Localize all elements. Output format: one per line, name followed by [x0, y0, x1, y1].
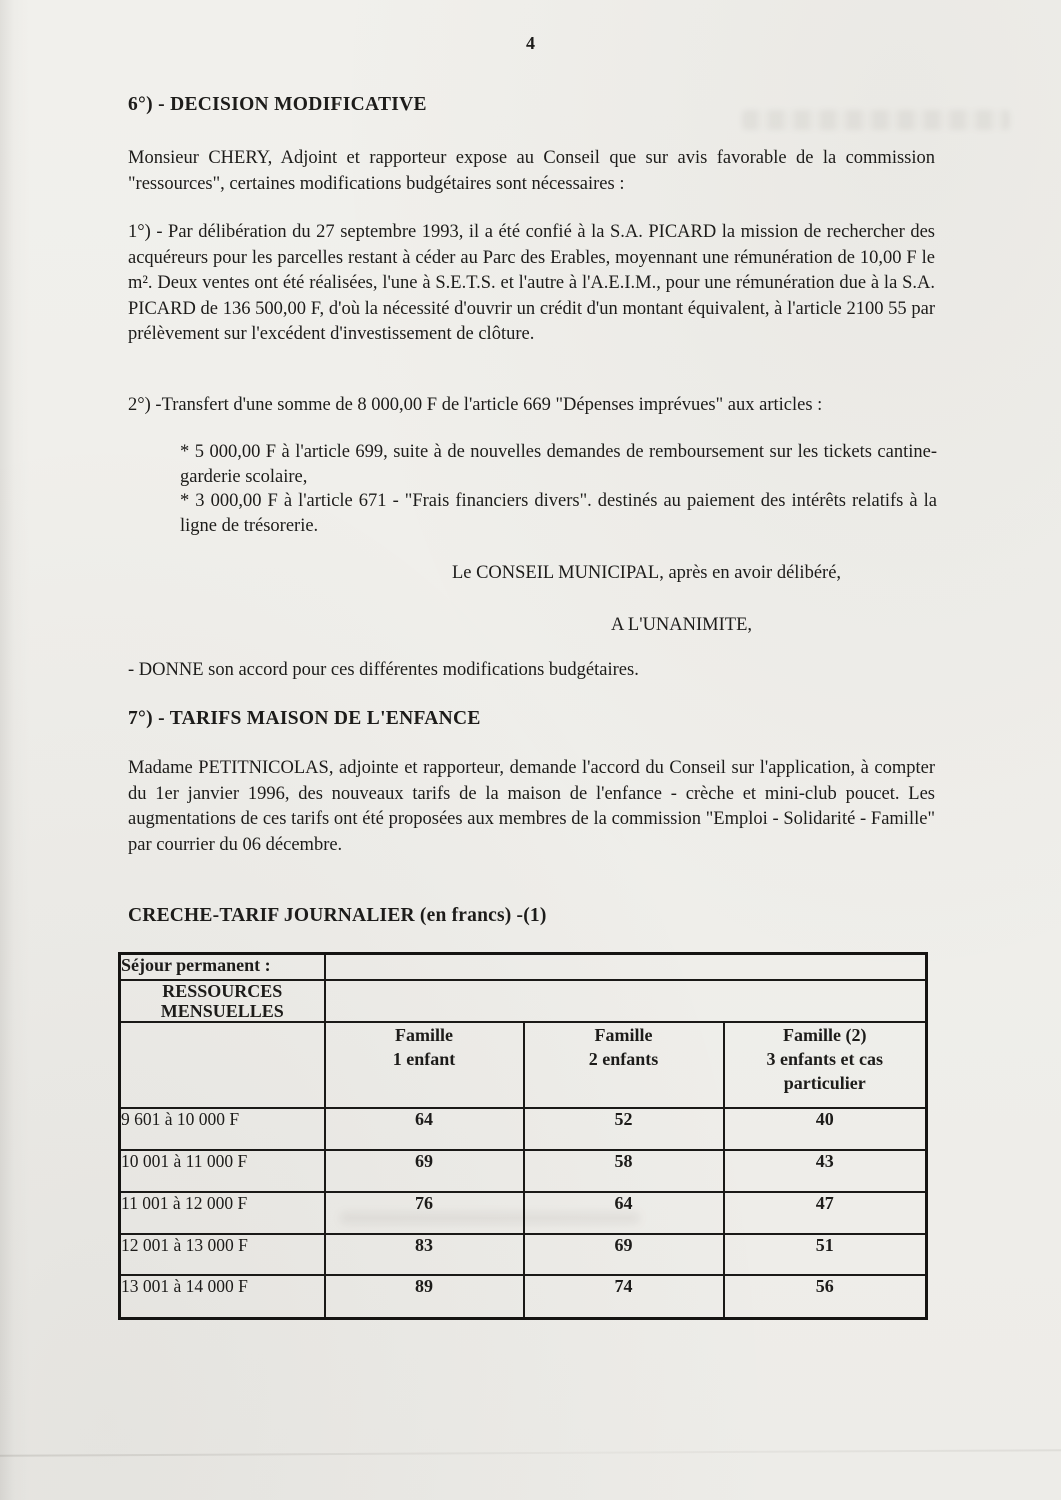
paragraph-deliberation-picard: 1°) - Par délibération du 27 septembre 1993, il a été confié à la S.A. PICARD la mission de rechercher des acquéreurs pour les parcelles restant à céder au Parc des Erables, moyennant une rémunération de 10,00 F le m². Deux ventes ont été réalisées, l'une à S.E.T.S. et l'autre à l'A.E.I.M., pour une rémunération due à la S.A. PICARD de 136 500,00 F, d'où la nécessité d'ouvrir un crédit d'un montant équivalent, à l'article 2100 55 par prélèvement sur l'excédent d'investissement de clôture. — [128, 222, 935, 344]
table-row — [120, 1150, 927, 1192]
col-header-line: particulier — [783, 1072, 866, 1093]
ressources-mensuelles-cell — [120, 980, 325, 1022]
col-header-famille-1-enfant — [325, 1022, 524, 1108]
section-heading-tarifs-maison-enfance: 7°) - TARIFS MAISON DE L'ENFANCE — [128, 708, 481, 729]
paragraph-intro-chery: Monsieur CHERY, Adjoint et rapporteur expose au Conseil que sur avis favorable de la commission "ressources", certaines modifications budgétaires sont nécessaires : — [128, 148, 935, 194]
income-range-cell: 9 601 à 10 000 F — [120, 1108, 325, 1150]
tarif-table-container — [118, 952, 928, 1320]
ressources-line: MENSUELLES — [160, 1000, 284, 1021]
paragraph-petitnicolas: Madame PETITNICOLAS, adjointe et rapporteur, demande l'accord du Conseil sur l'application, à compter du 1er janvier 1996, des nouveaux tarifs de la maison de l'enfance - crèche et mini-club poucet. Les augmentations de ces tarifs ont été proposées aux membres de la commission "Emploi - Solidarité - Famille" par courrier du 06 décembre. — [128, 758, 935, 855]
line-unanimite: A L'UNANIMITE, — [610, 615, 753, 635]
tarif-value-cell: 69 — [325, 1150, 524, 1192]
empty-cell — [325, 980, 927, 1022]
tarif-value-cell: 64 — [325, 1108, 524, 1150]
tarif-value-cell: 89 — [325, 1275, 524, 1319]
col-header-line: Famille — [594, 1024, 653, 1045]
page-number: 4 — [526, 33, 535, 53]
tarif-value-cell: 76 — [325, 1192, 524, 1234]
table-row — [120, 1275, 927, 1319]
table-title-creche-tarif: CRECHE-TARIF JOURNALIER (en francs) -(1) — [128, 905, 547, 926]
tarif-value-cell: 40 — [724, 1108, 927, 1150]
col-header-line: 2 enfants — [588, 1048, 659, 1069]
tarif-value-cell: 83 — [325, 1234, 524, 1275]
table-row — [120, 1192, 927, 1234]
table-row — [120, 1234, 927, 1275]
income-range-cell: 10 001 à 11 000 F — [120, 1150, 325, 1192]
tarif-value-cell: 47 — [724, 1192, 927, 1234]
col-header-line: Famille — [395, 1024, 453, 1045]
tarif-table — [118, 952, 928, 1320]
empty-cell — [325, 954, 927, 980]
income-range-cell: 13 001 à 14 000 F — [120, 1275, 325, 1319]
sejour-permanent-cell: Séjour permanent : — [120, 954, 325, 980]
tarif-value-cell: 51 — [724, 1234, 927, 1275]
col-header-famille-3-enfants — [724, 1022, 927, 1108]
tarif-value-cell: 64 — [524, 1192, 724, 1234]
bullet-article-699: * 5 000,00 F à l'article 699, suite à de nouvelles demandes de remboursement sur les tickets cantine-garderie scolaire, — [180, 442, 937, 487]
bullet-list — [180, 440, 937, 538]
income-range-cell: 12 001 à 13 000 F — [120, 1234, 325, 1275]
empty-cell — [120, 1022, 325, 1108]
paragraph-transfert: 2°) -Transfert d'une somme de 8 000,00 F de l'article 669 "Dépenses imprévues" aux articles : — [128, 395, 823, 415]
table-row-ressources — [120, 980, 927, 1022]
tarif-value-cell: 69 — [524, 1234, 724, 1275]
income-range-cell: 11 001 à 12 000 F — [120, 1192, 325, 1234]
col-header-line: Famille (2) — [783, 1024, 867, 1045]
col-header-line: 1 enfant — [392, 1048, 456, 1069]
table-row-column-headers — [120, 1022, 927, 1108]
tarif-value-cell: 43 — [724, 1150, 927, 1192]
ressources-line: RESSOURCES — [162, 980, 283, 1001]
section-heading-decision-modificative: 6°) - DECISION MODIFICATIVE — [128, 94, 427, 115]
tarif-value-cell: 52 — [524, 1108, 724, 1150]
tarif-value-cell: 56 — [724, 1275, 927, 1319]
tarif-value-cell: 58 — [524, 1150, 724, 1192]
bullet-article-671: * 3 000,00 F à l'article 671 - "Frais financiers divers". destinés au paiement des intérêts relatifs à la ligne de trésorerie. — [180, 491, 937, 536]
col-header-line: 3 enfants et cas — [766, 1048, 883, 1069]
paragraph-donne-accord: - DONNE son accord pour ces différentes modifications budgétaires. — [128, 660, 639, 680]
col-header-famille-2-enfants — [524, 1022, 724, 1108]
tarif-value-cell: 74 — [524, 1275, 724, 1319]
table-row — [120, 1108, 927, 1150]
table-row-sejour — [120, 954, 927, 980]
line-conseil-municipal: Le CONSEIL MUNICIPAL, après en avoir délibéré, — [451, 563, 842, 583]
scan-artifact-crease — [0, 1449, 1061, 1457]
